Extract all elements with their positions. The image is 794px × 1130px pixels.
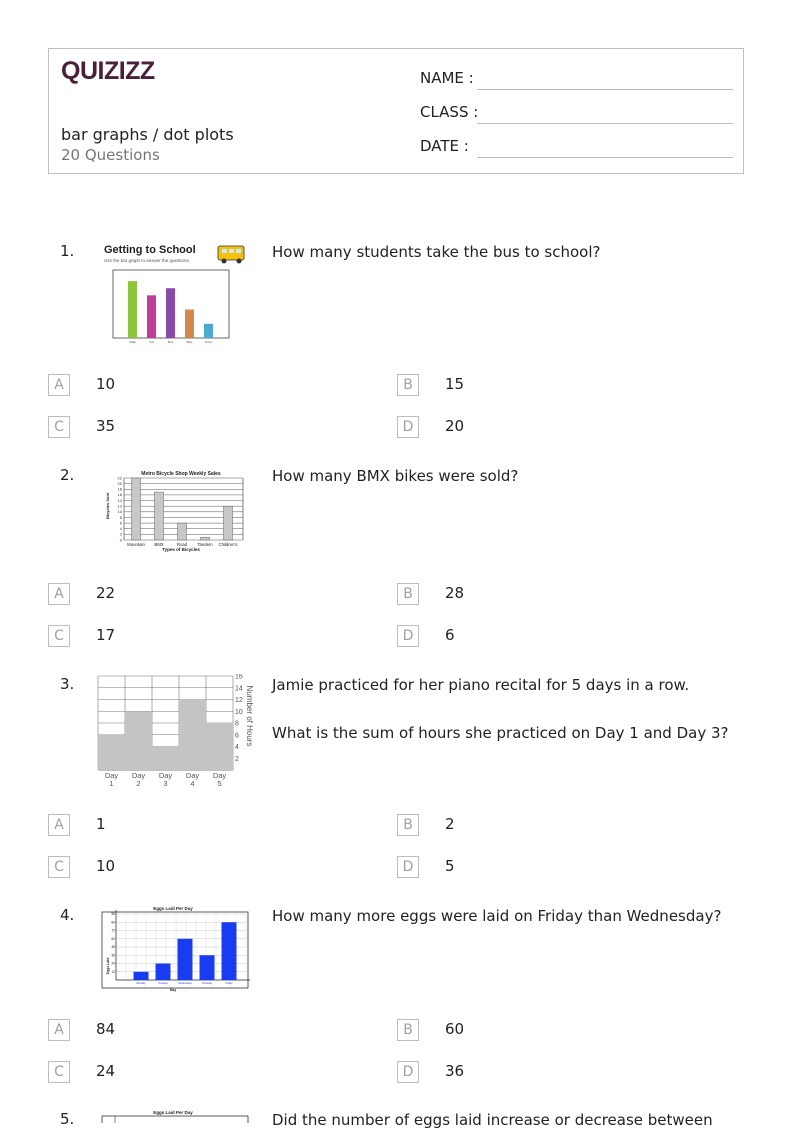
y-tick-label: 6 — [235, 732, 239, 740]
x-tick-label: Children's — [218, 542, 238, 547]
y-tick-label: 12 — [235, 697, 243, 704]
question-number: 4. — [60, 906, 75, 924]
bar — [98, 735, 125, 770]
y-tick-label: 24 — [111, 961, 115, 966]
y-tick-label: 12 — [117, 503, 122, 509]
y-axis-label: Number of Hours — [245, 685, 254, 747]
y-tick-label: 20 — [117, 480, 122, 486]
y-tick-label: 14 — [117, 497, 122, 503]
bar — [132, 478, 141, 540]
x-tick-label: Day — [185, 771, 200, 780]
x-axis-label: Day — [169, 988, 177, 992]
bar-graph-image — [100, 902, 256, 994]
y-tick-label: 8 — [119, 514, 122, 520]
question-number: 5. — [60, 1110, 75, 1128]
option-b-marker[interactable]: B — [397, 374, 419, 396]
bus-icon — [218, 246, 244, 264]
option-d-marker[interactable]: D — [397, 416, 419, 438]
x-tick-label: BMX — [154, 542, 164, 547]
bar — [134, 972, 149, 980]
y-tick-label: 6 — [119, 520, 122, 526]
option-d-text: 6 — [445, 626, 455, 644]
bar — [206, 723, 233, 770]
worksheet-header — [48, 48, 744, 174]
y-tick-label: 12 — [111, 969, 115, 974]
question-count: 20 Questions — [61, 146, 160, 164]
question-number: 2. — [60, 466, 75, 484]
option-c-text: 35 — [96, 417, 116, 435]
option-d-marker[interactable]: D — [397, 625, 419, 647]
option-a-text: 22 — [96, 584, 116, 602]
option-a-text: 84 — [96, 1020, 116, 1038]
option-c-marker[interactable]: C — [48, 1061, 70, 1083]
option-a-marker[interactable]: A — [48, 1019, 70, 1041]
name-field[interactable] — [477, 89, 733, 90]
option-b-marker[interactable]: B — [397, 1019, 419, 1041]
name-label: NAME : — [420, 69, 474, 87]
option-b-text: 15 — [445, 375, 465, 393]
tick-label: Car — [149, 340, 154, 344]
question-text: Did the number of eggs laid increase or decrease between — [272, 1111, 713, 1129]
bar-graph-image — [96, 674, 256, 790]
question-number: 1. — [60, 242, 75, 260]
x-tick-label: Tuesday — [158, 982, 168, 985]
bar — [185, 310, 194, 338]
tick-label: Bus — [167, 340, 174, 344]
x-tick-number: 4 — [190, 779, 195, 788]
y-tick-label: 4 — [119, 526, 122, 532]
y-tick-label: 48 — [111, 945, 115, 950]
bar — [204, 324, 213, 338]
tick-label: Bike — [186, 340, 193, 344]
bar — [224, 506, 233, 540]
question-text: How many more eggs were laid on Friday than Wednesday? — [272, 907, 722, 925]
date-label: DATE : — [420, 137, 469, 155]
x-tick-label: Friday — [225, 982, 233, 985]
y-tick-label: 14 — [235, 685, 243, 693]
option-b-text: 28 — [445, 584, 465, 602]
option-d-marker[interactable]: D — [397, 856, 419, 878]
option-a-text: 10 — [96, 375, 116, 393]
y-tick-label: 10 — [235, 708, 243, 716]
quizizz-logo: QUIZIZZ — [61, 57, 155, 85]
option-d-text: 36 — [445, 1062, 465, 1080]
x-axis-label: Types of Bicycles — [162, 547, 200, 552]
question-text: How many students take the bus to school? — [272, 243, 601, 261]
bar — [156, 964, 171, 981]
x-tick-label: Mountain — [127, 542, 145, 547]
option-d-text: 20 — [445, 417, 465, 435]
bar — [178, 939, 193, 980]
y-tick-label: 2 — [119, 531, 122, 537]
chart-title: Getting to School — [104, 244, 196, 256]
worksheet-title: bar graphs / dot plots — [61, 125, 234, 144]
bar — [155, 492, 164, 540]
y-tick-label: 18 — [117, 486, 122, 492]
x-tick-number: 3 — [163, 779, 168, 788]
bar — [166, 288, 175, 338]
chart-title: Eggs Laid Per Day — [153, 906, 193, 911]
option-b-marker[interactable]: B — [397, 583, 419, 605]
x-tick-label: Tandem — [197, 542, 213, 547]
y-tick-label: 60 — [111, 936, 115, 941]
y-tick-label: 16 — [235, 674, 243, 681]
x-tick-label: Monday — [136, 982, 146, 985]
bar-graph-image — [100, 238, 250, 348]
y-axis-label: Eggs Laid — [106, 957, 110, 975]
y-tick-label: 8 — [235, 720, 239, 728]
y-tick-label: 22 — [117, 475, 122, 481]
x-tick-number: 1 — [109, 779, 114, 788]
bar — [179, 700, 206, 771]
y-tick-label: 16 — [117, 492, 122, 498]
bar — [200, 955, 215, 980]
chart-title: Metro Bicycle Shop Weekly Sales — [141, 471, 221, 477]
y-tick-label: 96 — [111, 912, 115, 917]
x-tick-label: Thursday — [201, 982, 213, 985]
option-a-marker[interactable]: A — [48, 583, 70, 605]
bar — [152, 747, 179, 771]
option-b-text: 60 — [445, 1020, 465, 1038]
x-tick-label: Wednesday — [178, 982, 192, 985]
bar-graph-image — [103, 468, 245, 554]
chart-title: Eggs Laid Per Day — [153, 1110, 193, 1115]
x-tick-label: Road — [176, 542, 188, 547]
bar-graph-image — [100, 1106, 250, 1123]
option-a-marker[interactable]: A — [48, 814, 70, 836]
x-tick-number: 5 — [217, 779, 222, 788]
option-c-text: 24 — [96, 1062, 116, 1080]
tick-label: Walk — [129, 340, 136, 344]
option-d-text: 5 — [445, 857, 455, 875]
tick-label: Other — [204, 340, 213, 344]
option-c-text: 17 — [96, 626, 116, 644]
date-field[interactable] — [477, 157, 733, 158]
x-tick-label: Day — [131, 771, 146, 780]
question-number: 3. — [60, 675, 75, 693]
y-tick-label: 84 — [111, 920, 115, 925]
option-d-marker[interactable]: D — [397, 1061, 419, 1083]
bar — [201, 537, 210, 540]
y-tick-label: 36 — [111, 953, 115, 958]
bar — [128, 281, 137, 338]
option-b-text: 2 — [445, 815, 455, 833]
bar — [147, 295, 156, 338]
option-b-marker[interactable]: B — [397, 814, 419, 836]
class-label: CLASS : — [420, 103, 479, 121]
question-text: Jamie practiced for her piano recital for 5 days in a row. — [272, 676, 690, 694]
x-tick-label: Day — [158, 771, 173, 780]
x-tick-number: 2 — [136, 779, 141, 788]
bar — [125, 711, 152, 770]
class-field[interactable] — [477, 123, 733, 124]
option-a-text: 1 — [96, 815, 106, 833]
option-c-marker[interactable]: C — [48, 625, 70, 647]
y-tick-label: 72 — [111, 928, 115, 933]
option-c-marker[interactable]: C — [48, 416, 70, 438]
y-tick-label: 10 — [117, 509, 122, 515]
option-c-text: 10 — [96, 857, 116, 875]
y-tick-label: 2 — [235, 755, 239, 763]
chart-subtitle: Use the bar graph to answer the questions. — [104, 258, 191, 263]
x-tick-label: Day — [104, 771, 119, 780]
option-c-marker[interactable]: C — [48, 856, 70, 878]
bar — [222, 922, 237, 980]
bar — [178, 523, 187, 540]
x-tick-label: Day — [212, 771, 227, 780]
y-tick-label: 0 — [119, 537, 122, 543]
y-tick-label: 4 — [235, 744, 239, 751]
question-text: What is the sum of hours she practiced on Day 1 and Day 3? — [272, 724, 729, 742]
option-a-marker[interactable]: A — [48, 374, 70, 396]
y-axis-label: Bicycles Sold — [105, 492, 110, 520]
question-text: How many BMX bikes were sold? — [272, 467, 519, 485]
